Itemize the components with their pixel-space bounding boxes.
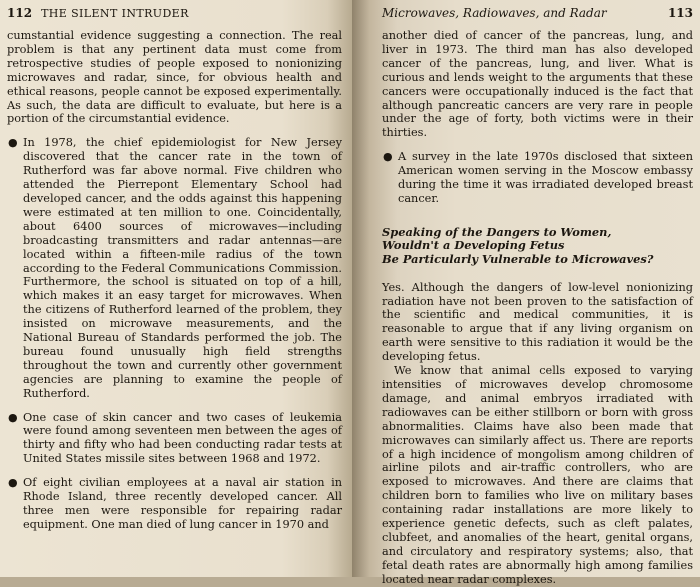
bullet-icon: ● xyxy=(383,150,393,164)
body-paragraph: Yes. Although the dangers of low-level nonionizing radiation have not been proven to the satisfaction of the scientific and medical communities, it is reasonable to argue that if any living organism on earth were sensitive to this radiation it would be the developing fetus. xyxy=(382,280,693,364)
right-page xyxy=(352,0,700,586)
bullet-icon: ● xyxy=(8,410,18,424)
running-head: Microwaves, Radiowaves, and Radar xyxy=(382,6,607,20)
evidence-list xyxy=(7,136,342,531)
list-item xyxy=(382,150,693,206)
list-item xyxy=(7,411,342,467)
list-item xyxy=(7,136,342,400)
bullet-icon: ● xyxy=(8,136,18,150)
body-paragraph: We know that animal cells exposed to varying intensities of microwaves develop chromosome damage, and animal embryos irradiated with radiowaves can be either stillborn or born with gross abnormalities. Claims have also been made that microwaves can similarly affect us. There are reports of a high incidence of mongolism among children of airline pilots and air-traffic controllers, who are exposed to microwaves. And there are claims that children born to families who live on military bases containing radar installations are more likely to experience genetic defects, such as cleft palates, clubfeet, and anomalies of the heart, genital organs, and circulatory and respiratory systems; also, that fetal death rates are abnormally high among families located near radar complexes. xyxy=(382,364,693,586)
section-heading-line: Be Particularly Vulnerable to Microwaves? xyxy=(382,252,654,267)
list-item-text: One case of skin cancer and two cases of leukemia were found among seventeen men between the ages of thirty and fifty who had been conducting radar tests at United States missile sites between 1968 and 1972. xyxy=(23,410,342,466)
bullet-icon: ● xyxy=(8,476,18,490)
right-page-header xyxy=(382,3,693,23)
left-page xyxy=(0,0,352,577)
list-item-text: A survey in the late 1970s disclosed that sixteen American women serving in the Moscow embassy during the time it was irradiated developed breast cancer. xyxy=(398,150,693,205)
list-item-text: In 1978, the chief epidemiologist for New Jersey discovered that the cancer rate in the town of Rutherford was far above normal. Five children who attended the Pierrepont Elementary School had developed cancer, and the odds against this happening were estimated at ten million to one. Coincidentally, about 6400 sources of microwaves—including broadcasting transmitters and radar antennas—are located within a fifteen-mile radius of the town according to the Federal Communications Commission. Furthermore, the school is situated on top of a hill, which makes it an easy target for microwaves. When the citizens of Rutherford learned of the problem, they insisted on microwave measurements, and the National Bureau of Standards performed the job. The bureau found unusually high field strengths throughout the town and currently other government agencies are planning to examine the people of Rutherford. xyxy=(23,136,342,400)
list-item xyxy=(7,476,342,532)
page-number: 112 xyxy=(7,6,33,20)
left-page-header xyxy=(7,3,342,23)
page-number: 113 xyxy=(667,6,693,20)
continuation-paragraph: another died of cancer of the pancreas, lung, and liver in 1973. The third man has also developed cancer of the pancreas, lung, and liver. What is curious and lends weight to the arguments that these cancers were occupationally induced is the fact that although pancreatic cancers are very rare in people under the age of forty, both victims were in their thirties. xyxy=(382,29,693,140)
intro-paragraph: cumstantial evidence suggesting a connection. The real problem is that any pertinent data must come from retrospective studies of people exposed to nonionizing microwaves and radar, since, for obvious health and ethical reasons, people cannot be exposed experimentally. As such, the data are difficult to evaluate, but here is a portion of the circumstantial evidence. xyxy=(7,29,342,126)
section-heading-line: Wouldn't a Developing Fetus xyxy=(382,238,565,253)
section-heading xyxy=(382,226,693,267)
list-item-text: Of eight civilian employees at a naval air station in Rhode Island, three recently developed cancer. All three men were responsible for repairing radar equipment. One man died of lung cancer in 1970 and xyxy=(23,476,342,531)
section-heading-line: Speaking of the Dangers to Women, xyxy=(382,224,612,239)
running-head: THE SILENT INTRUDER xyxy=(41,7,189,20)
evidence-list xyxy=(382,150,693,206)
